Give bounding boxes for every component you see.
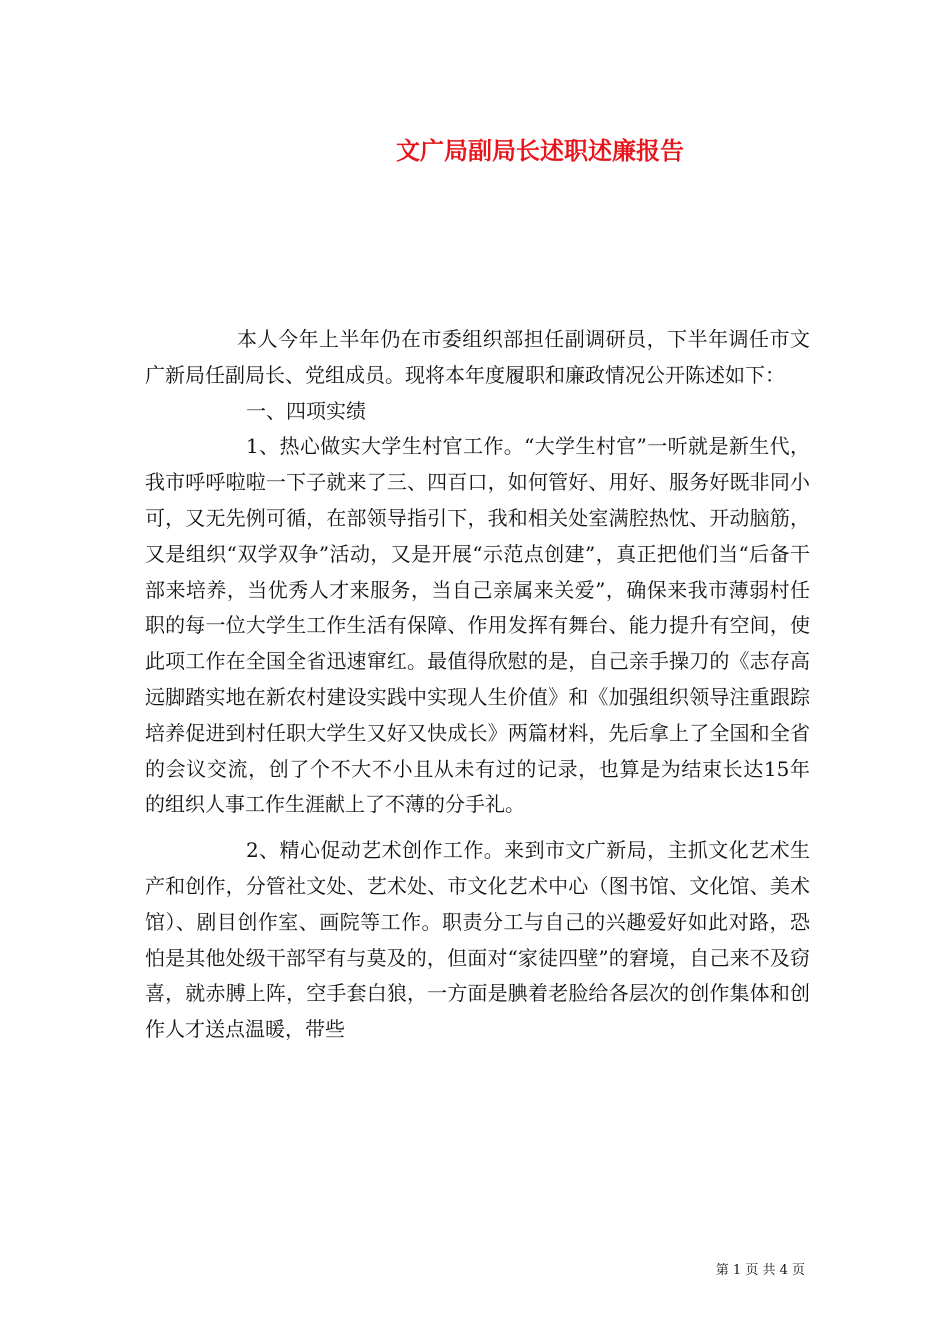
paragraph-item-1: 1、热心做实大学生村官工作。“大学生村官”一听就是新生代，我市呼呼啦啦一下子就来了三、四百口，如何管好、用好、服务好既非同小可，又无先例可循，在部领导指引下，我和相关处室满腔热忱、开动脑筋，又是组织“双学双争”活动，又是开展“示范点创建”，真正把他们当“后备干部来培养，当优秀人才来服务，当自己亲属来关爱”，确保来我市薄弱村任职的每一位大学生工作生活有保障、作用发挥有舞台、能力提升有空间，使此项工作在全国全省迅速窜红。最值得欣慰的是，自己亲手操刀的《志存高远脚踏实地在新农村建设实践中实现人生价值》和《加强组织领导注重跟踪培养促进到村任职大学生又好又快成长》两篇材料，先后拿上了全国和全省的会议交流，创了个不大不小且从未有过的记录，也算是为结束长达15年的组织人事工作生涯献上了不薄的分手礼。 <box>145 434 810 817</box>
document-title: 文广局副局长述职述廉报告 <box>396 136 684 165</box>
page-number-footer: 第 1 页 共 4 页 <box>715 1263 805 1278</box>
document-body <box>145 322 810 1048</box>
paragraph-intro: 本人今年上半年仍在市委组织部担任副调研员，下半年调任市文广新局任副局长、党组成员。现将本年度履职和廉政情况公开陈述如下： <box>145 327 810 387</box>
section-heading: 一、四项实绩 <box>246 398 366 423</box>
paragraph-item-2: 2、精心促动艺术创作工作。来到市文广新局，主抓文化艺术生产和创作，分管社文处、艺术处、市文化艺术中心（图书馆、文化馆、美术馆）、剧目创作室、画院等工作。职责分工与自己的兴趣爱好如此对路，恐怕是其他处级干部罕有与莫及的，但面对“家徒四壁”的窘境，自己来不及窃喜，就赤膊上阵，空手套白狼，一方面是腆着老脸给各层次的创作集体和创作人才送点温暖，带些 <box>145 838 810 1042</box>
